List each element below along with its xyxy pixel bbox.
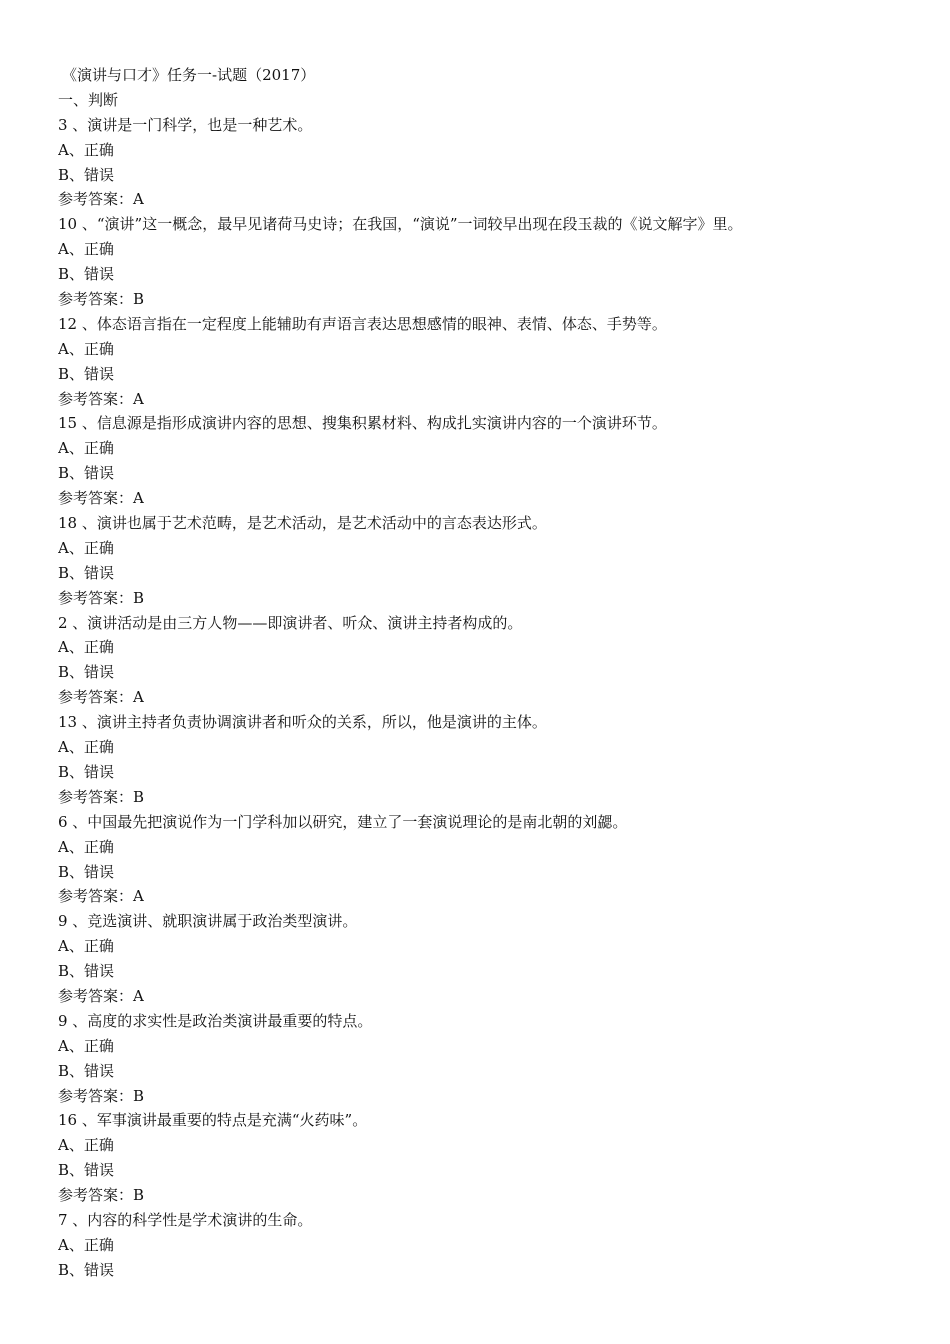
option-a: A、正确 [58,937,114,956]
question-stem: 9 、竞选演讲、就职演讲属于政治类型演讲。 [58,912,358,931]
question-stem: 18 、演讲也属于艺术范畴，是艺术活动，是艺术活动中的言态表达形式。 [58,514,547,533]
option-b: B、错误 [58,1061,115,1080]
option-b: B、错误 [58,862,115,881]
document-page [58,63,918,1283]
option-a: A、正确 [58,339,114,358]
option-a: A、正确 [58,140,114,159]
reference-answer: 参考答案：A [58,489,144,508]
question-stem: 9 、高度的求实性是政治类演讲最重要的特点。 [58,1011,373,1030]
question-stem: 13 、演讲主持者负责协调演讲者和听众的关系，所以，他是演讲的主体。 [58,713,547,732]
question-stem: 12 、体态语言指在一定程度上能辅助有声语言表达思想感情的眼神、表情、体态、手势等。 [58,314,667,333]
reference-answer: 参考答案：B [58,787,145,806]
option-b: B、错误 [58,265,115,284]
reference-answer: 参考答案：A [58,190,144,209]
option-b: B、错误 [58,1260,115,1279]
question-stem: 10 、“演讲”这一概念，最早见诸荷马史诗；在我国，“演说”一词较早出现在段玉裁的《说文解字》里。 [58,215,743,234]
document-title: 《演讲与口才》任务一-试题（2017） [62,66,316,84]
option-a: A、正确 [58,738,114,757]
option-b: B、错误 [58,464,115,483]
option-b: B、错误 [58,165,115,184]
option-b: B、错误 [58,663,115,682]
option-a: A、正确 [58,638,114,657]
reference-answer: 参考答案：A [58,389,144,408]
option-b: B、错误 [58,762,115,781]
question-stem: 15 、信息源是指形成演讲内容的思想、搜集积累材料、构成扎实演讲内容的一个演讲环节。 [58,414,667,433]
reference-answer: 参考答案：A [58,986,144,1005]
reference-answer: 参考答案：A [58,688,144,707]
option-b: B、错误 [58,962,115,981]
reference-answer: 参考答案：A [58,887,144,906]
question-stem: 2 、演讲活动是由三方人物——即演讲者、听众、演讲主持者构成的。 [58,613,523,632]
question-stem: 16 、军事演讲最重要的特点是充满“火药味”。 [58,1111,368,1130]
option-b: B、错误 [58,364,115,383]
reference-answer: 参考答案：B [58,588,145,607]
option-a: A、正确 [58,240,114,259]
question-stem: 3 、演讲是一门科学，也是一种艺术。 [58,115,313,134]
option-b: B、错误 [58,563,115,582]
question-stem: 6 、中国最先把演说作为一门学科加以研究，建立了一套演说理论的是南北朝的刘勰。 [58,812,628,831]
section-heading: 一、判断 [58,90,119,109]
reference-answer: 参考答案：B [58,290,145,309]
option-a: A、正确 [58,1036,114,1055]
option-a: A、正确 [58,837,114,856]
option-b: B、错误 [58,1161,115,1180]
reference-answer: 参考答案：B [58,1186,145,1205]
question-stem: 7 、内容的科学性是学术演讲的生命。 [58,1210,313,1229]
option-a: A、正确 [58,538,114,557]
option-a: A、正确 [58,439,114,458]
reference-answer: 参考答案：B [58,1086,145,1105]
question-list [58,113,918,1283]
option-a: A、正确 [58,1235,114,1254]
option-a: A、正确 [58,1136,114,1155]
